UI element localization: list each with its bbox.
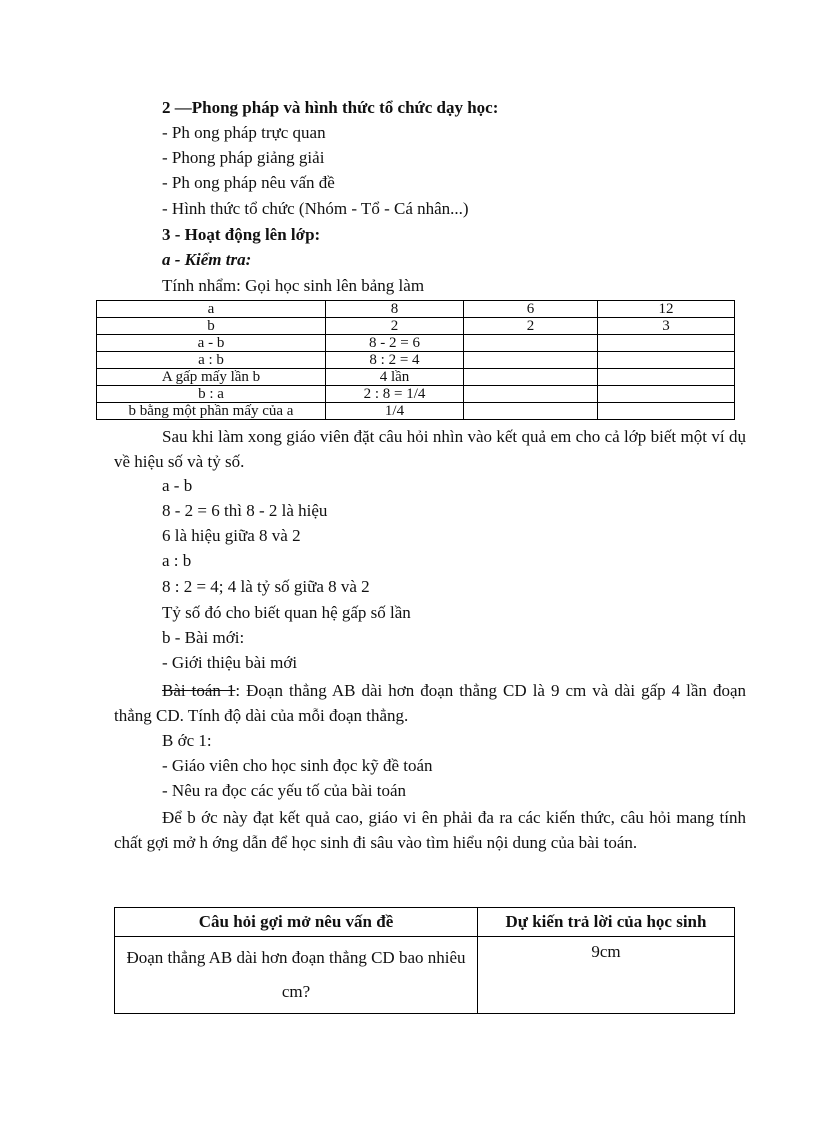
- example-line: Tỷ số đó cho biết quan hệ gấp số lần: [162, 603, 411, 622]
- table-cell: [464, 369, 598, 386]
- example-line: 6 là hiệu giữa 8 và 2: [162, 526, 301, 545]
- mental-math-instruction: Tính nhẩm: Gọi học sinh lên bảng làm: [162, 276, 425, 295]
- section-heading-activities: 3 - Hoạt động lên lớp:: [162, 225, 321, 244]
- table-cell: [464, 403, 598, 420]
- table-cell: [598, 369, 735, 386]
- table-cell: 8 - 2 = 6: [326, 335, 464, 352]
- question-cell: Đoạn thẳng AB dài hơn đoạn thẳng CD bao nhiêu cm?: [115, 937, 478, 1014]
- problem-1-text: : Đoạn thẳng AB dài hơn đoạn thẳng CD là 9 cm và dài gấp 4 lần đoạn thẳng CD. Tính độ dài của mỗi đoạn thẳng.: [114, 681, 746, 725]
- table-cell: a: [97, 301, 326, 318]
- table-row: [97, 386, 735, 403]
- table-cell: 2: [464, 318, 598, 335]
- table-header-row: [115, 908, 735, 937]
- table-cell: b bằng một phần mấy của a: [97, 403, 326, 420]
- example-line: 8 - 2 = 6 thì 8 - 2 là hiệu: [162, 501, 328, 520]
- table-cell: 3: [598, 318, 735, 335]
- step-paragraph: Để b ớc này đạt kết quả cao, giáo vi ên phải đa ra các kiến thức, câu hỏi mang tính chất gợi mở h ớng dẫn để học sinh đi sâu vào tìm hiểu nội dung của bài toán.: [114, 808, 746, 852]
- difference-ratio-table: [96, 300, 735, 420]
- method-item: - Ph ong pháp trực quan: [162, 123, 326, 142]
- step-line: - Giáo viên cho học sinh đọc kỹ đề toán: [162, 756, 433, 775]
- table-cell: b: [97, 318, 326, 335]
- table-cell: a : b: [97, 352, 326, 369]
- table-cell: [598, 386, 735, 403]
- section-heading-methods: 2 —Phong pháp và hình thức tổ chức dạy học:: [162, 98, 499, 117]
- table-cell: [464, 386, 598, 403]
- table-cell: 8: [326, 301, 464, 318]
- example-line: 8 : 2 = 4; 4 là tỷ số giữa 8 và 2: [162, 577, 370, 596]
- table-row: [115, 937, 735, 1014]
- table-cell: 12: [598, 301, 735, 318]
- step-heading: B ớc 1:: [162, 731, 212, 750]
- table-cell: 6: [464, 301, 598, 318]
- table-cell: b : a: [97, 386, 326, 403]
- question-answer-table: [114, 907, 735, 1014]
- table-row: [97, 335, 735, 352]
- method-item: - Phong pháp giảng giải: [162, 148, 325, 167]
- answer-cell: 9cm: [478, 937, 735, 1014]
- table-cell: 2 : 8 = 1/4: [326, 386, 464, 403]
- table-cell: [598, 403, 735, 420]
- table-header-cell: Dự kiến trả lời của học sinh: [478, 908, 735, 937]
- subheading-check: a - Kiểm tra:: [162, 250, 252, 269]
- table-row: [97, 369, 735, 386]
- table-cell: a - b: [97, 335, 326, 352]
- problem-1-paragraph: [114, 678, 746, 728]
- example-line: - Giới thiệu bài mới: [162, 653, 298, 672]
- table-cell: [598, 352, 735, 369]
- method-item: - Hình thức tổ chức (Nhóm - Tổ - Cá nhân...): [162, 199, 469, 218]
- discussion-paragraph: Sau khi làm xong giáo viên đặt câu hỏi nhìn vào kết quả em cho cả lớp biết một ví dụ về hiệu số và tỷ số.: [114, 427, 746, 471]
- example-line: a - b: [162, 476, 193, 495]
- step-line: - Nêu ra đọc các yếu tố của bài toán: [162, 781, 407, 800]
- table-cell: 2: [326, 318, 464, 335]
- example-line: a : b: [162, 551, 192, 570]
- problem-1-label: Bài toán 1: [162, 681, 236, 700]
- subheading-new-lesson: b - Bài mới:: [162, 628, 245, 647]
- table-cell: 8 : 2 = 4: [326, 352, 464, 369]
- table-cell: 1/4: [326, 403, 464, 420]
- table-row: [97, 318, 735, 335]
- method-item: - Ph ong pháp nêu vấn đề: [162, 173, 335, 192]
- table-cell: 4 lần: [326, 369, 464, 386]
- table-row: [97, 301, 735, 318]
- table-cell: [464, 352, 598, 369]
- table-row: [97, 403, 735, 420]
- table-cell: [598, 335, 735, 352]
- table-header-cell: Câu hỏi gợi mở nêu vấn đề: [115, 908, 478, 937]
- table-row: [97, 352, 735, 369]
- table-cell: A gấp mấy lần b: [97, 369, 326, 386]
- table-cell: [464, 335, 598, 352]
